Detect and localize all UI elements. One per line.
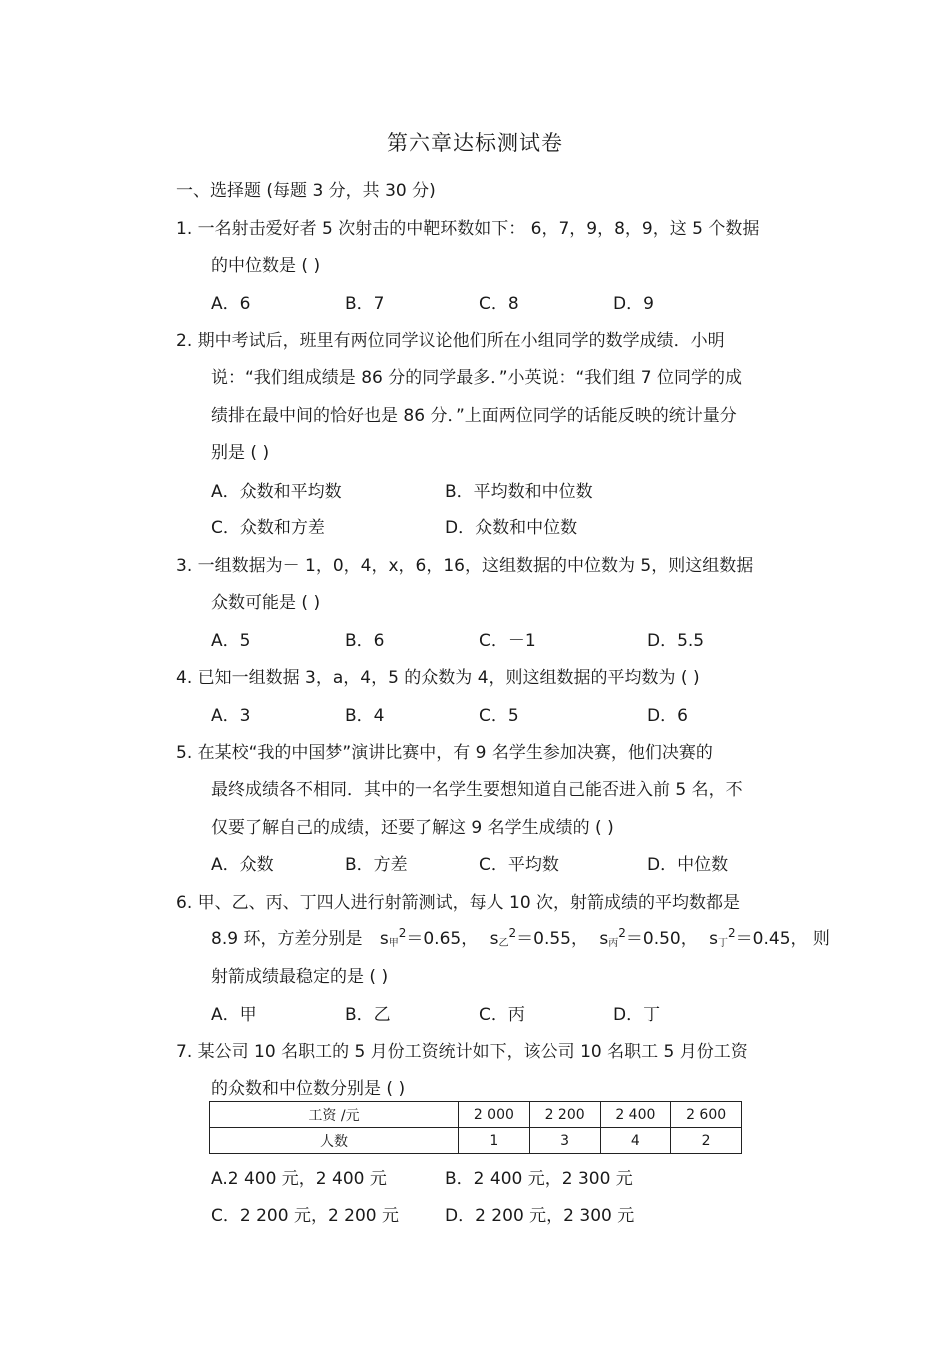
q6-option-b[interactable]: B．乙 [345, 1005, 391, 1025]
q6-option-c[interactable]: C．丙 [479, 1005, 525, 1025]
question-5-line-1: 5. 在某校“我的中国梦”演讲比赛中，有 9 名学生参加决赛，他们决赛的 [176, 743, 713, 763]
question-2-line-1: 2. 期中考试后，班里有两位同学议论他们所在小组同学的数学成绩．小明 [176, 331, 725, 351]
q4-option-b[interactable]: B．4 [345, 706, 385, 726]
q7-option-d[interactable]: D．2 200 元，2 300 元 [445, 1206, 635, 1226]
question-6-line-1: 6. 甲、乙、丙、丁四人进行射箭测试，每人 10 次，射箭成绩的平均数都是 [176, 893, 741, 913]
table-cell: 2 200 [529, 1102, 600, 1128]
variance-ding: $s_丁^2=0.45$， [709, 926, 808, 949]
table-cell: 1 [459, 1128, 530, 1154]
table-cell: 2 000 [459, 1102, 530, 1128]
q4-option-d[interactable]: D．6 [647, 706, 688, 726]
q4-option-c[interactable]: C．5 [479, 706, 519, 726]
q5-option-b[interactable]: B．方差 [345, 855, 408, 875]
section-heading: 一、选择题 (每题 3 分，共 30 分) [176, 181, 436, 201]
question-1-line-2: 的中位数是 ( ) [211, 256, 321, 276]
table-cell: 2 [671, 1128, 742, 1154]
wage-table [209, 1101, 742, 1154]
q3-option-a[interactable]: A．5 [211, 631, 251, 651]
question-1-line-1: 1. 一名射击爱好者 5 次射击的中靶环数如下： 6，7，9，8，9，这 5 个数据 [176, 219, 760, 239]
q1-option-b[interactable]: B．7 [345, 294, 385, 314]
table-row [210, 1102, 742, 1128]
table-cell: 2 600 [671, 1102, 742, 1128]
q5-option-a[interactable]: A．众数 [211, 855, 274, 875]
question-6-prefix: 8.9 环，方差分别是 [211, 929, 363, 949]
q2-option-c[interactable]: C．众数和方差 [211, 518, 325, 538]
question-2-line-3: 绩排在最中间的恰好也是 86 分．”上面两位同学的话能反映的统计量分 [211, 406, 737, 426]
q7-option-c[interactable]: C．2 200 元，2 200 元 [211, 1206, 400, 1226]
q1-option-d[interactable]: D．9 [613, 294, 654, 314]
q4-option-a[interactable]: A．3 [211, 706, 251, 726]
page-title: 第六章达标测试卷 [387, 131, 563, 155]
table-cell: 人数 [210, 1128, 459, 1154]
q3-option-b[interactable]: B．6 [345, 631, 385, 651]
q5-option-d[interactable]: D．中位数 [647, 855, 729, 875]
table-cell: 工资 /元 [210, 1102, 459, 1128]
question-6-suffix: 则 [812, 929, 830, 949]
q1-option-c[interactable]: C．8 [479, 294, 519, 314]
question-6-line-2 [211, 924, 830, 949]
question-5-line-3: 仅要了解自己的成绩，还要了解这 9 名学生成绩的 ( ) [211, 818, 614, 838]
q7-option-a[interactable]: A.2 400 元，2 400 元 [211, 1169, 387, 1189]
question-7-line-1: 7. 某公司 10 名职工的 5 月份工资统计如下，该公司 10 名职工 5 月份工资 [176, 1042, 748, 1062]
q6-option-d[interactable]: D．丁 [613, 1005, 661, 1025]
q2-option-d[interactable]: D．众数和中位数 [445, 518, 578, 538]
question-5-line-2: 最终成绩各不相同．其中的一名学生要想知道自己能否进入前 5 名，不 [211, 780, 743, 800]
table-cell: 2 400 [600, 1102, 671, 1128]
q3-option-c[interactable]: C．－1 [479, 631, 536, 651]
table-cell: 3 [529, 1128, 600, 1154]
question-6-line-3: 射箭成绩最稳定的是 ( ) [211, 967, 389, 987]
variance-bing: $s_丙^2=0.50$， [599, 926, 698, 949]
question-3-line-2: 众数可能是 ( ) [211, 593, 321, 613]
q1-option-a[interactable]: A．6 [211, 294, 251, 314]
variance-yi: $s_乙^2=0.55$， [489, 926, 588, 949]
q2-option-b[interactable]: B．平均数和中位数 [445, 482, 593, 502]
table-row [210, 1128, 742, 1154]
question-2-line-4: 别是 ( ) [211, 443, 270, 463]
question-4-line-1: 4. 已知一组数据 3，a，4，5 的众数为 4，则这组数据的平均数为 ( ) [176, 668, 700, 688]
q2-option-a[interactable]: A．众数和平均数 [211, 482, 342, 502]
q7-option-b[interactable]: B．2 400 元，2 300 元 [445, 1169, 633, 1189]
variance-jia: $s_甲^2=0.65$， [379, 926, 479, 949]
question-2-line-2: 说：“我们组成绩是 86 分的同学最多．”小英说：“我们组 7 位同学的成 [211, 368, 742, 388]
q6-option-a[interactable]: A．甲 [211, 1005, 257, 1025]
question-7-line-2: 的众数和中位数分别是 ( ) [211, 1079, 406, 1099]
table-cell: 4 [600, 1128, 671, 1154]
question-3-line-1: 3. 一组数据为－ 1，0，4，x，6，16，这组数据的中位数为 5，则这组数据 [176, 556, 754, 576]
q5-option-c[interactable]: C．平均数 [479, 855, 559, 875]
q3-option-d[interactable]: D．5.5 [647, 631, 705, 651]
